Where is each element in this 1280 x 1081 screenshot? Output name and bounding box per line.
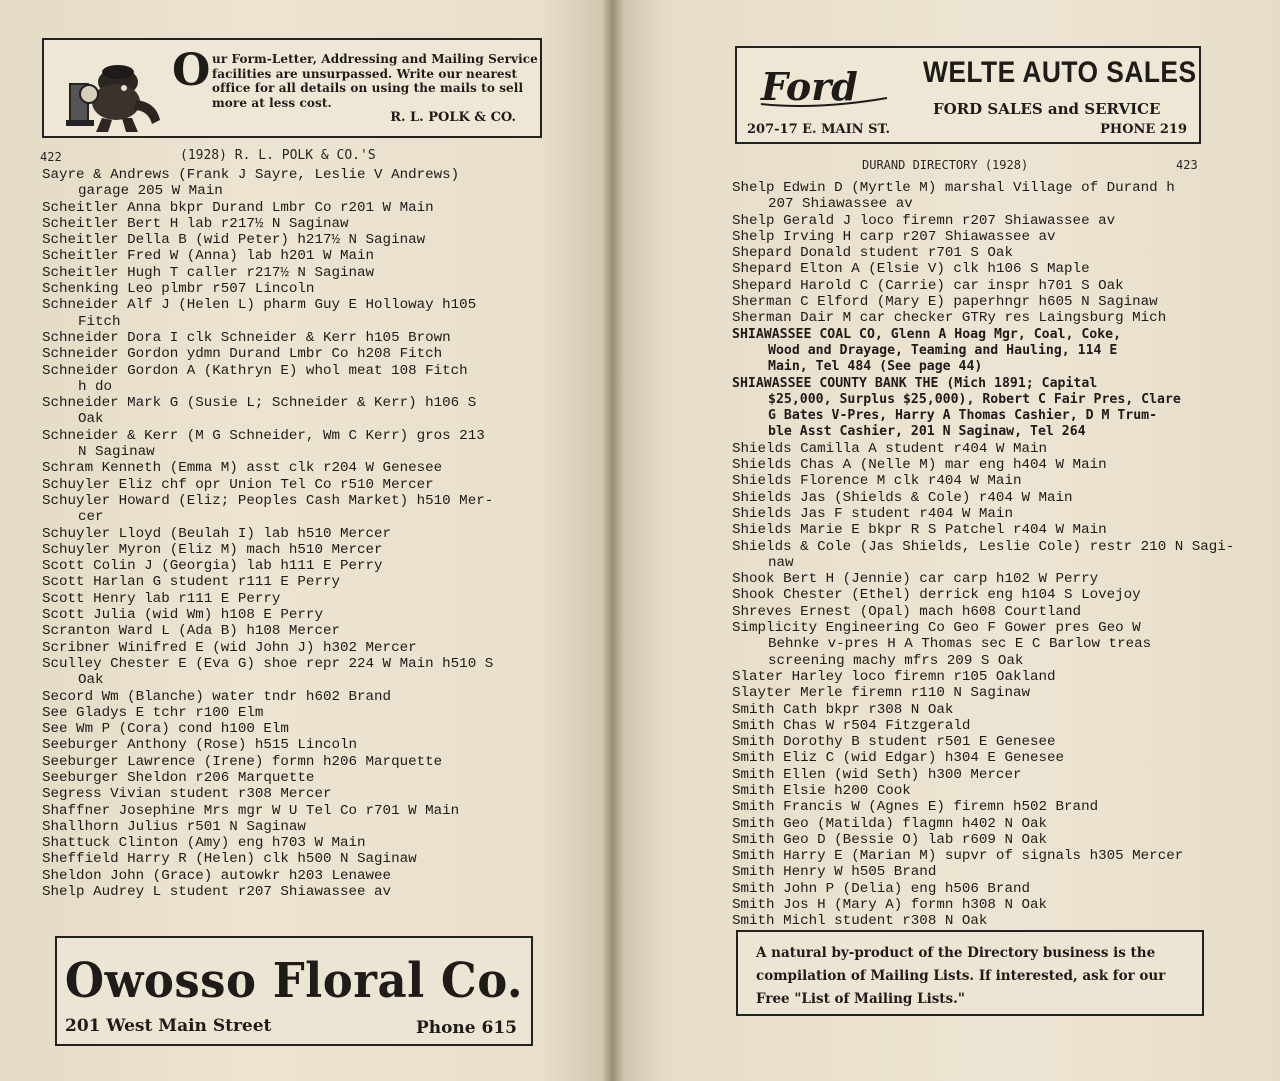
directory-entry: Shook Bert H (Jennie) car carp h102 W Perry: [732, 571, 1099, 588]
directory-entry: Secord Wm (Blanche) water tndr h602 Brand: [42, 688, 392, 705]
notice-text: [756, 942, 1196, 1011]
left-page: [0, 0, 612, 1081]
directory-entry: Seeburger Lawrence (Irene) formn h206 Marquette: [42, 753, 443, 770]
ad-signature: R. L. POLK & CO.: [390, 110, 516, 125]
directory-entry: Segress Vivian student r308 Mercer: [42, 786, 332, 803]
directory-entry-continuation: ble Asst Cashier, 201 N Saginaw, Tel 264: [768, 424, 1086, 440]
directory-entry: Sherman Dair M car checker GTRy res Laingsburg Mich: [732, 310, 1167, 327]
ad-line: more at less cost.: [212, 95, 332, 110]
directory-entry: Schuyler Howard (Eliz; Peoples Cash Market) h510 Mer-: [42, 492, 494, 509]
directory-entries-left: [42, 167, 493, 900]
directory-entry-continuation: garage 205 W Main: [78, 183, 223, 200]
directory-entry: Schneider Mark G (Susie L; Schneider & Kerr) h106 S: [42, 395, 477, 412]
directory-entry-continuation: naw: [768, 554, 794, 571]
directory-entry: Scranton Ward L (Ada B) h108 Mercer: [42, 623, 340, 640]
directory-entry: Shields Jas F student r404 W Main: [732, 505, 1013, 522]
directory-entry: Shields & Cole (Jas Shields, Leslie Cole) restr 210 N Sagi-: [732, 538, 1235, 555]
directory-entry: See Gladys E tchr r100 Elm: [42, 704, 264, 721]
floral-name: Owosso Floral Co.: [64, 952, 524, 1009]
directory-entry: Shepard Elton A (Elsie V) clk h106 S Maple: [732, 261, 1090, 278]
floral-address: 201 West Main Street: [65, 1016, 272, 1036]
page-number-right: 423: [1176, 158, 1198, 172]
notice-line: Free "List of Mailing Lists.": [756, 991, 965, 1007]
directory-entry: Smith Ellen (wid Seth) h300 Mercer: [732, 766, 1022, 783]
book-spine: [602, 0, 624, 1081]
directory-entry: Shelp Edwin D (Myrtle M) marshal Village of Durand h: [732, 180, 1175, 196]
directory-entry-continuation: Oak: [78, 672, 104, 689]
ad-line: ur Form-Letter, Addressing and Mailing Service: [212, 52, 538, 66]
directory-entry: Smith Cath bkpr r308 N Oak: [732, 701, 954, 718]
directory-entry: Sherman C Elford (Mary E) paperhngr h605 N Saginaw: [732, 294, 1158, 311]
directory-entry: Shreves Ernest (Opal) mach h608 Courtland: [732, 603, 1082, 620]
directory-entry: Schneider & Kerr (M G Schneider, Wm C Kerr) gros 213: [42, 427, 485, 444]
directory-entry: Smith Geo (Matilda) flagmn h402 N Oak: [732, 815, 1048, 832]
directory-entry: Scott Henry lab r111 E Perry: [42, 590, 281, 607]
directory-entry: Schneider Gordon A (Kathryn E) whol meat 108 Fitch: [42, 362, 468, 379]
ad-line: office for all details on using the mails to sell: [212, 81, 524, 95]
directory-entry-continuation: 207 Shiawassee av: [768, 196, 913, 213]
directory-entry: Scott Colin J (Georgia) lab h111 E Perry: [42, 558, 383, 575]
directory-entry: Smith Michl student r308 N Oak: [732, 913, 988, 930]
ad-dropcap: O: [172, 45, 211, 96]
directory-entries-right: [732, 180, 1234, 930]
directory-entry: Scribner Winifred E (wid John J) h302 Mercer: [42, 639, 417, 656]
directory-entry: Smith Henry W h505 Brand: [732, 864, 937, 881]
directory-entry: Smith Chas W r504 Fitzgerald: [732, 717, 971, 734]
directory-entry-continuation: Fitch: [78, 313, 121, 330]
directory-entry: Shallhorn Julius r501 N Saginaw: [42, 818, 306, 835]
directory-entry: Smith John P (Delia) eng h506 Brand: [732, 880, 1030, 897]
welte-street: 207-17 E. MAIN ST.: [747, 122, 890, 137]
directory-entry-continuation: screening machy mfrs 209 S Oak: [768, 652, 1024, 669]
directory-entry: Scheitler Fred W (Anna) lab h201 W Main: [42, 248, 375, 265]
directory-entry: Smith Geo D (Bessie O) lab r609 N Oak: [732, 831, 1048, 848]
directory-entry: Smith Francis W (Agnes E) firemn h502 Brand: [732, 799, 1099, 816]
directory-entry: Shields Camilla A student r404 W Main: [732, 440, 1048, 457]
owosso-floral-advertisement: [55, 936, 533, 1046]
directory-entry: See Wm P (Cora) cond h100 Elm: [42, 721, 289, 738]
directory-entry: Shepard Harold C (Carrie) car inspr h701 S Oak: [732, 277, 1124, 294]
ford-logo-text: Ford: [761, 64, 858, 109]
directory-entry: Shepard Donald student r701 S Oak: [732, 245, 1013, 262]
directory-entry: Shields Chas A (Nelle M) mar eng h404 W Main: [732, 457, 1107, 474]
directory-entry: Seeburger Sheldon r206 Marquette: [42, 769, 315, 786]
directory-entry-continuation: Wood and Drayage, Teaming and Hauling, 114 E: [768, 342, 1118, 358]
directory-entry: Schneider Gordon ydmn Durand Lmbr Co h208 Fitch: [42, 346, 443, 363]
directory-entry: Shields Jas (Shields & Cole) r404 W Main: [732, 489, 1073, 506]
directory-entry: Shaffner Josephine Mrs mgr W U Tel Co r701 W Main: [42, 802, 460, 819]
ad-body-text: [212, 52, 538, 110]
directory-entry: Shields Florence M clk r404 W Main: [732, 473, 1022, 490]
directory-entry: Shields Marie E bkpr R S Patchel r404 W Main: [732, 522, 1107, 539]
directory-entry-continuation: G Bates V-Pres, Harry A Thomas Cashier, D M Trum-: [768, 408, 1158, 424]
directory-entry: Scheitler Anna bkpr Durand Lmbr Co r201 W Main: [42, 199, 434, 216]
directory-entry: Schram Kenneth (Emma M) asst clk r204 W Genesee: [42, 460, 443, 477]
directory-entry: Shelp Audrey L student r207 Shiawassee av: [42, 884, 392, 901]
directory-entry: SHIAWASSEE COAL CO, Glenn A Hoag Mgr, Coal, Coke,: [732, 326, 1122, 342]
right-page: [612, 0, 1280, 1081]
directory-entry: Shook Chester (Ethel) derrick eng h104 S Lovejoy: [732, 587, 1141, 604]
directory-entry: Shattuck Clinton (Amy) eng h703 W Main: [42, 835, 366, 852]
directory-entry: Smith Harry E (Marian M) supvr of signals h305 Mercer: [732, 848, 1184, 865]
directory-entry: Schenking Leo plmbr r507 Lincoln: [42, 281, 315, 298]
directory-entry: Schneider Alf J (Helen L) pharm Guy E Holloway h105: [42, 297, 477, 314]
welte-auto-advertisement: [735, 46, 1201, 144]
directory-entry: Scott Harlan G student r111 E Perry: [42, 574, 340, 591]
notice-line: A natural by-product of the Directory business is the: [756, 945, 1156, 961]
directory-entry: Smith Jos H (Mary A) formn h308 N Oak: [732, 897, 1048, 914]
directory-entry: Slayter Merle firemn r110 N Saginaw: [732, 685, 1030, 702]
ford-script-logo: [757, 62, 893, 112]
directory-entry: Simplicity Engineering Co Geo F Gower pres Geo W: [732, 620, 1141, 637]
directory-entry: SHIAWASSEE COUNTY BANK THE (Mich 1891; Capital: [732, 375, 1098, 391]
directory-entry: Shelp Irving H carp r207 Shiawassee av: [732, 228, 1056, 245]
directory-entry: Scheitler Della B (wid Peter) h217½ N Saginaw: [42, 232, 426, 249]
directory-entry: Schuyler Myron (Eliz M) mach h510 Mercer: [42, 541, 383, 558]
running-head-right: DURAND DIRECTORY (1928): [862, 158, 1029, 172]
directory-entry-continuation: h do: [78, 378, 113, 395]
page-number-left: 422: [40, 150, 62, 164]
directory-entry: Scott Julia (wid Wm) h108 E Perry: [42, 607, 323, 624]
directory-entry: Shelp Gerald J loco firemn r207 Shiawassee av: [732, 212, 1116, 229]
directory-entry: Sculley Chester E (Eva G) shoe repr 224 W Main h510 S: [42, 655, 494, 672]
directory-entry-continuation: Main, Tel 484 (See page 44): [768, 359, 983, 375]
directory-entry: Smith Dorothy B student r501 E Genesee: [732, 734, 1056, 751]
notice-line: compilation of Mailing Lists. If interested, ask for our: [756, 968, 1166, 984]
welte-phone: PHONE 219: [1100, 122, 1187, 137]
directory-entry: Schuyler Eliz chf opr Union Tel Co r510 Mercer: [42, 476, 434, 493]
directory-entry-continuation: Behnke v-pres H A Thomas sec E C Barlow treas: [768, 636, 1152, 653]
directory-entry: Smith Eliz C (wid Edgar) h304 E Genesee: [732, 750, 1065, 767]
mail-mascot-icon: [56, 60, 166, 135]
directory-entry: Slater Harley loco firemn r105 Oakland: [732, 668, 1056, 685]
ad-line: facilities are unsurpassed. Write our nearest: [212, 66, 518, 81]
directory-entry: Scheitler Bert H lab r217½ N Saginaw: [42, 215, 349, 232]
directory-entry: Sheldon John (Grace) autowkr h203 Lenawee: [42, 867, 392, 884]
mailing-lists-notice: [736, 930, 1204, 1016]
directory-entry-continuation: $25,000, Surplus $25,000), Robert C Fair Pres, Clare: [768, 391, 1181, 407]
polk-advertisement: [42, 38, 542, 138]
directory-entry: Seeburger Anthony (Rose) h515 Lincoln: [42, 737, 358, 754]
directory-entry: Schuyler Lloyd (Beulah I) lab h510 Mercer: [42, 525, 392, 542]
welte-subtitle: FORD SALES and SERVICE: [933, 100, 1161, 118]
directory-entry: Smith Elsie h200 Cook: [732, 782, 911, 799]
directory-entry: Sayre & Andrews (Frank J Sayre, Leslie V Andrews): [42, 167, 460, 183]
running-head-left: (1928) R. L. POLK & CO.'S: [180, 148, 376, 163]
floral-phone: Phone 615: [415, 1018, 517, 1038]
welte-title: WELTE AUTO SALES: [923, 56, 1197, 89]
directory-entry: Scheitler Hugh T caller r217½ N Saginaw: [42, 264, 375, 281]
directory-entry: Sheffield Harry R (Helen) clk h500 N Saginaw: [42, 851, 417, 868]
directory-entry: Schneider Dora I clk Schneider & Kerr h105 Brown: [42, 329, 451, 346]
directory-entry-continuation: N Saginaw: [78, 444, 155, 461]
directory-entry-continuation: Oak: [78, 411, 104, 428]
directory-entry-continuation: cer: [78, 509, 104, 526]
